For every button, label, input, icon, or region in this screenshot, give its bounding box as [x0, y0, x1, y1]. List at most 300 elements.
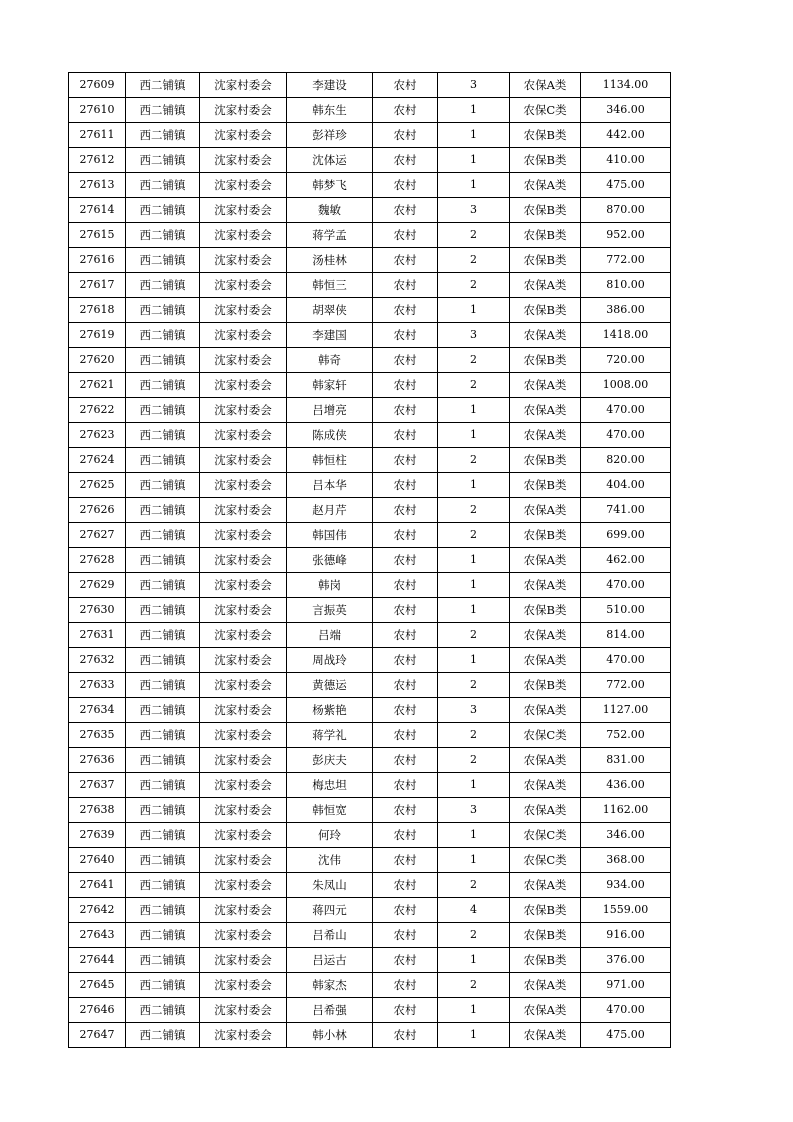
amount-cell: 952.00	[581, 223, 671, 248]
record-id-cell: 27637	[69, 773, 126, 798]
town-cell: 西二铺镇	[126, 473, 200, 498]
household-count-cell: 1	[438, 123, 510, 148]
household-count-cell: 2	[438, 723, 510, 748]
town-cell: 西二铺镇	[126, 173, 200, 198]
town-cell: 西二铺镇	[126, 198, 200, 223]
village-committee-cell: 沈家村委会	[200, 173, 287, 198]
area-type-cell: 农村	[373, 398, 438, 423]
insurance-category-cell: 农保A类	[510, 973, 581, 998]
town-cell: 西二铺镇	[126, 823, 200, 848]
name-cell: 言振英	[287, 598, 373, 623]
town-cell: 西二铺镇	[126, 648, 200, 673]
table-row	[69, 473, 671, 498]
record-id-cell: 27630	[69, 598, 126, 623]
record-id-cell: 27629	[69, 573, 126, 598]
record-id-cell: 27615	[69, 223, 126, 248]
amount-cell: 404.00	[581, 473, 671, 498]
household-count-cell: 1	[438, 548, 510, 573]
amount-cell: 386.00	[581, 298, 671, 323]
town-cell: 西二铺镇	[126, 723, 200, 748]
village-committee-cell: 沈家村委会	[200, 523, 287, 548]
village-committee-cell: 沈家村委会	[200, 798, 287, 823]
name-cell: 吕运古	[287, 948, 373, 973]
household-count-cell: 2	[438, 223, 510, 248]
amount-cell: 831.00	[581, 748, 671, 773]
village-committee-cell: 沈家村委会	[200, 923, 287, 948]
household-count-cell: 1	[438, 298, 510, 323]
insurance-category-cell: 农保C类	[510, 823, 581, 848]
table-row	[69, 98, 671, 123]
insurance-category-cell: 农保B类	[510, 448, 581, 473]
household-count-cell: 1	[438, 573, 510, 598]
area-type-cell: 农村	[373, 273, 438, 298]
village-committee-cell: 沈家村委会	[200, 273, 287, 298]
name-cell: 汤桂林	[287, 248, 373, 273]
records-table-body	[69, 73, 671, 1048]
village-committee-cell: 沈家村委会	[200, 373, 287, 398]
record-id-cell: 27645	[69, 973, 126, 998]
town-cell: 西二铺镇	[126, 773, 200, 798]
town-cell: 西二铺镇	[126, 798, 200, 823]
area-type-cell: 农村	[373, 223, 438, 248]
area-type-cell: 农村	[373, 848, 438, 873]
table-row	[69, 348, 671, 373]
record-id-cell: 27644	[69, 948, 126, 973]
amount-cell: 470.00	[581, 423, 671, 448]
record-id-cell: 27616	[69, 248, 126, 273]
village-committee-cell: 沈家村委会	[200, 398, 287, 423]
area-type-cell: 农村	[373, 948, 438, 973]
amount-cell: 376.00	[581, 948, 671, 973]
insurance-category-cell: 农保C类	[510, 98, 581, 123]
table-row	[69, 973, 671, 998]
area-type-cell: 农村	[373, 473, 438, 498]
amount-cell: 1162.00	[581, 798, 671, 823]
record-id-cell: 27610	[69, 98, 126, 123]
table-row	[69, 123, 671, 148]
table-row	[69, 873, 671, 898]
record-id-cell: 27627	[69, 523, 126, 548]
area-type-cell: 农村	[373, 623, 438, 648]
amount-cell: 470.00	[581, 398, 671, 423]
amount-cell: 410.00	[581, 148, 671, 173]
town-cell: 西二铺镇	[126, 98, 200, 123]
record-id-cell: 27618	[69, 298, 126, 323]
name-cell: 沈体运	[287, 148, 373, 173]
area-type-cell: 农村	[373, 248, 438, 273]
record-id-cell: 27634	[69, 698, 126, 723]
name-cell: 杨紫艳	[287, 698, 373, 723]
name-cell: 赵月芹	[287, 498, 373, 523]
town-cell: 西二铺镇	[126, 548, 200, 573]
table-row	[69, 498, 671, 523]
area-type-cell: 农村	[373, 673, 438, 698]
amount-cell: 1008.00	[581, 373, 671, 398]
area-type-cell: 农村	[373, 873, 438, 898]
household-count-cell: 2	[438, 623, 510, 648]
amount-cell: 346.00	[581, 823, 671, 848]
record-id-cell: 27636	[69, 748, 126, 773]
insurance-category-cell: 农保A类	[510, 73, 581, 98]
village-committee-cell: 沈家村委会	[200, 198, 287, 223]
table-row	[69, 523, 671, 548]
village-committee-cell: 沈家村委会	[200, 823, 287, 848]
table-row	[69, 448, 671, 473]
household-count-cell: 2	[438, 248, 510, 273]
area-type-cell: 农村	[373, 348, 438, 373]
village-committee-cell: 沈家村委会	[200, 873, 287, 898]
name-cell: 韩恒柱	[287, 448, 373, 473]
insurance-category-cell: 农保B类	[510, 898, 581, 923]
village-committee-cell: 沈家村委会	[200, 448, 287, 473]
name-cell: 吕端	[287, 623, 373, 648]
name-cell: 李建设	[287, 73, 373, 98]
name-cell: 彭庆夫	[287, 748, 373, 773]
household-count-cell: 3	[438, 323, 510, 348]
table-row	[69, 823, 671, 848]
household-count-cell: 1	[438, 998, 510, 1023]
village-committee-cell: 沈家村委会	[200, 148, 287, 173]
area-type-cell: 农村	[373, 323, 438, 348]
village-committee-cell: 沈家村委会	[200, 948, 287, 973]
household-count-cell: 3	[438, 798, 510, 823]
name-cell: 吕希山	[287, 923, 373, 948]
name-cell: 韩家杰	[287, 973, 373, 998]
area-type-cell: 农村	[373, 648, 438, 673]
table-row	[69, 1023, 671, 1048]
record-id-cell: 27619	[69, 323, 126, 348]
record-id-cell: 27611	[69, 123, 126, 148]
amount-cell: 699.00	[581, 523, 671, 548]
table-row	[69, 673, 671, 698]
table-row	[69, 223, 671, 248]
amount-cell: 971.00	[581, 973, 671, 998]
area-type-cell: 农村	[373, 923, 438, 948]
village-committee-cell: 沈家村委会	[200, 623, 287, 648]
record-id-cell: 27631	[69, 623, 126, 648]
insurance-category-cell: 农保A类	[510, 698, 581, 723]
town-cell: 西二铺镇	[126, 873, 200, 898]
household-count-cell: 3	[438, 698, 510, 723]
insurance-category-cell: 农保B类	[510, 123, 581, 148]
amount-cell: 772.00	[581, 248, 671, 273]
record-id-cell: 27641	[69, 873, 126, 898]
table-row	[69, 373, 671, 398]
area-type-cell: 农村	[373, 148, 438, 173]
village-committee-cell: 沈家村委会	[200, 573, 287, 598]
insurance-category-cell: 农保C类	[510, 848, 581, 873]
record-id-cell: 27609	[69, 73, 126, 98]
record-id-cell: 27642	[69, 898, 126, 923]
household-count-cell: 1	[438, 398, 510, 423]
record-id-cell: 27626	[69, 498, 126, 523]
household-count-cell: 2	[438, 748, 510, 773]
table-row	[69, 773, 671, 798]
record-id-cell: 27628	[69, 548, 126, 573]
record-id-cell: 27617	[69, 273, 126, 298]
household-count-cell: 2	[438, 448, 510, 473]
name-cell: 朱凤山	[287, 873, 373, 898]
household-count-cell: 2	[438, 373, 510, 398]
village-committee-cell: 沈家村委会	[200, 648, 287, 673]
name-cell: 韩小林	[287, 1023, 373, 1048]
area-type-cell: 农村	[373, 1023, 438, 1048]
amount-cell: 741.00	[581, 498, 671, 523]
area-type-cell: 农村	[373, 723, 438, 748]
record-id-cell: 27638	[69, 798, 126, 823]
area-type-cell: 农村	[373, 573, 438, 598]
table-row	[69, 423, 671, 448]
amount-cell: 916.00	[581, 923, 671, 948]
household-count-cell: 2	[438, 273, 510, 298]
insurance-category-cell: 农保A类	[510, 798, 581, 823]
table-row	[69, 548, 671, 573]
village-committee-cell: 沈家村委会	[200, 673, 287, 698]
record-id-cell: 27639	[69, 823, 126, 848]
name-cell: 蒋学孟	[287, 223, 373, 248]
town-cell: 西二铺镇	[126, 748, 200, 773]
insurance-category-cell: 农保A类	[510, 748, 581, 773]
village-committee-cell: 沈家村委会	[200, 473, 287, 498]
village-committee-cell: 沈家村委会	[200, 298, 287, 323]
household-count-cell: 1	[438, 423, 510, 448]
amount-cell: 1559.00	[581, 898, 671, 923]
household-count-cell: 2	[438, 923, 510, 948]
village-committee-cell: 沈家村委会	[200, 848, 287, 873]
amount-cell: 475.00	[581, 1023, 671, 1048]
record-id-cell: 27633	[69, 673, 126, 698]
town-cell: 西二铺镇	[126, 898, 200, 923]
household-count-cell: 1	[438, 823, 510, 848]
table-row	[69, 398, 671, 423]
name-cell: 韩恒三	[287, 273, 373, 298]
name-cell: 韩家轩	[287, 373, 373, 398]
area-type-cell: 农村	[373, 123, 438, 148]
name-cell: 陈成侠	[287, 423, 373, 448]
area-type-cell: 农村	[373, 698, 438, 723]
amount-cell: 470.00	[581, 573, 671, 598]
town-cell: 西二铺镇	[126, 673, 200, 698]
insurance-category-cell: 农保A类	[510, 498, 581, 523]
table-row	[69, 248, 671, 273]
name-cell: 胡翠侠	[287, 298, 373, 323]
name-cell: 韩梦飞	[287, 173, 373, 198]
area-type-cell: 农村	[373, 548, 438, 573]
village-committee-cell: 沈家村委会	[200, 598, 287, 623]
insurance-category-cell: 农保A类	[510, 273, 581, 298]
table-row	[69, 998, 671, 1023]
record-id-cell: 27647	[69, 1023, 126, 1048]
insurance-category-cell: 农保A类	[510, 773, 581, 798]
household-count-cell: 4	[438, 898, 510, 923]
name-cell: 黄德运	[287, 673, 373, 698]
town-cell: 西二铺镇	[126, 623, 200, 648]
area-type-cell: 农村	[373, 773, 438, 798]
amount-cell: 470.00	[581, 998, 671, 1023]
amount-cell: 510.00	[581, 598, 671, 623]
amount-cell: 934.00	[581, 873, 671, 898]
name-cell: 蒋四元	[287, 898, 373, 923]
area-type-cell: 农村	[373, 998, 438, 1023]
name-cell: 张德峰	[287, 548, 373, 573]
village-committee-cell: 沈家村委会	[200, 248, 287, 273]
table-row	[69, 573, 671, 598]
town-cell: 西二铺镇	[126, 973, 200, 998]
village-committee-cell: 沈家村委会	[200, 698, 287, 723]
town-cell: 西二铺镇	[126, 448, 200, 473]
household-count-cell: 1	[438, 598, 510, 623]
name-cell: 吕希强	[287, 998, 373, 1023]
table-row	[69, 198, 671, 223]
town-cell: 西二铺镇	[126, 248, 200, 273]
insurance-category-cell: 农保A类	[510, 373, 581, 398]
area-type-cell: 农村	[373, 523, 438, 548]
record-id-cell: 27623	[69, 423, 126, 448]
table-row	[69, 173, 671, 198]
amount-cell: 470.00	[581, 648, 671, 673]
town-cell: 西二铺镇	[126, 598, 200, 623]
insurance-category-cell: 农保B类	[510, 223, 581, 248]
area-type-cell: 农村	[373, 373, 438, 398]
village-committee-cell: 沈家村委会	[200, 73, 287, 98]
insurance-category-cell: 农保A类	[510, 323, 581, 348]
table-row	[69, 898, 671, 923]
area-type-cell: 农村	[373, 173, 438, 198]
town-cell: 西二铺镇	[126, 298, 200, 323]
name-cell: 韩东生	[287, 98, 373, 123]
village-committee-cell: 沈家村委会	[200, 973, 287, 998]
village-committee-cell: 沈家村委会	[200, 98, 287, 123]
insurance-category-cell: 农保B类	[510, 248, 581, 273]
insurance-category-cell: 农保B类	[510, 298, 581, 323]
village-committee-cell: 沈家村委会	[200, 723, 287, 748]
name-cell: 梅忠坦	[287, 773, 373, 798]
village-committee-cell: 沈家村委会	[200, 323, 287, 348]
area-type-cell: 农村	[373, 598, 438, 623]
village-committee-cell: 沈家村委会	[200, 548, 287, 573]
insurance-category-cell: 农保A类	[510, 623, 581, 648]
record-id-cell: 27635	[69, 723, 126, 748]
village-committee-cell: 沈家村委会	[200, 498, 287, 523]
town-cell: 西二铺镇	[126, 123, 200, 148]
name-cell: 吕本华	[287, 473, 373, 498]
record-id-cell: 27625	[69, 473, 126, 498]
area-type-cell: 农村	[373, 823, 438, 848]
insurance-category-cell: 农保C类	[510, 723, 581, 748]
insurance-category-cell: 农保B类	[510, 673, 581, 698]
table-row	[69, 623, 671, 648]
record-id-cell: 27624	[69, 448, 126, 473]
household-count-cell: 2	[438, 523, 510, 548]
household-count-cell: 2	[438, 498, 510, 523]
name-cell: 吕增亮	[287, 398, 373, 423]
insurance-category-cell: 农保A类	[510, 173, 581, 198]
town-cell: 西二铺镇	[126, 323, 200, 348]
amount-cell: 720.00	[581, 348, 671, 373]
record-id-cell: 27612	[69, 148, 126, 173]
household-count-cell: 1	[438, 848, 510, 873]
area-type-cell: 农村	[373, 973, 438, 998]
area-type-cell: 农村	[373, 748, 438, 773]
table-row	[69, 948, 671, 973]
table-row	[69, 848, 671, 873]
town-cell: 西二铺镇	[126, 998, 200, 1023]
village-committee-cell: 沈家村委会	[200, 423, 287, 448]
village-committee-cell: 沈家村委会	[200, 223, 287, 248]
household-count-cell: 2	[438, 873, 510, 898]
insurance-category-cell: 农保A类	[510, 548, 581, 573]
table-row	[69, 923, 671, 948]
name-cell: 韩国伟	[287, 523, 373, 548]
town-cell: 西二铺镇	[126, 498, 200, 523]
household-count-cell: 1	[438, 773, 510, 798]
record-id-cell: 27613	[69, 173, 126, 198]
amount-cell: 442.00	[581, 123, 671, 148]
record-id-cell: 27646	[69, 998, 126, 1023]
name-cell: 李建国	[287, 323, 373, 348]
name-cell: 沈伟	[287, 848, 373, 873]
town-cell: 西二铺镇	[126, 698, 200, 723]
amount-cell: 870.00	[581, 198, 671, 223]
record-id-cell: 27620	[69, 348, 126, 373]
amount-cell: 436.00	[581, 773, 671, 798]
insurance-category-cell: 农保B类	[510, 198, 581, 223]
household-count-cell: 2	[438, 673, 510, 698]
insurance-category-cell: 农保B类	[510, 473, 581, 498]
table-row	[69, 798, 671, 823]
records-table	[68, 72, 671, 1048]
town-cell: 西二铺镇	[126, 523, 200, 548]
town-cell: 西二铺镇	[126, 223, 200, 248]
household-count-cell: 2	[438, 348, 510, 373]
name-cell: 魏敏	[287, 198, 373, 223]
amount-cell: 752.00	[581, 723, 671, 748]
record-id-cell: 27632	[69, 648, 126, 673]
record-id-cell: 27622	[69, 398, 126, 423]
village-committee-cell: 沈家村委会	[200, 748, 287, 773]
name-cell: 何玲	[287, 823, 373, 848]
amount-cell: 810.00	[581, 273, 671, 298]
household-count-cell: 1	[438, 948, 510, 973]
amount-cell: 820.00	[581, 448, 671, 473]
insurance-category-cell: 农保A类	[510, 573, 581, 598]
name-cell: 彭祥珍	[287, 123, 373, 148]
record-id-cell: 27643	[69, 923, 126, 948]
record-id-cell: 27614	[69, 198, 126, 223]
amount-cell: 1134.00	[581, 73, 671, 98]
town-cell: 西二铺镇	[126, 948, 200, 973]
area-type-cell: 农村	[373, 798, 438, 823]
name-cell: 韩岗	[287, 573, 373, 598]
insurance-category-cell: 农保A类	[510, 998, 581, 1023]
amount-cell: 1127.00	[581, 698, 671, 723]
area-type-cell: 农村	[373, 423, 438, 448]
record-id-cell: 27621	[69, 373, 126, 398]
household-count-cell: 1	[438, 98, 510, 123]
insurance-category-cell: 农保B类	[510, 148, 581, 173]
table-row	[69, 273, 671, 298]
village-committee-cell: 沈家村委会	[200, 998, 287, 1023]
village-committee-cell: 沈家村委会	[200, 898, 287, 923]
town-cell: 西二铺镇	[126, 848, 200, 873]
town-cell: 西二铺镇	[126, 398, 200, 423]
village-committee-cell: 沈家村委会	[200, 123, 287, 148]
household-count-cell: 3	[438, 198, 510, 223]
town-cell: 西二铺镇	[126, 273, 200, 298]
area-type-cell: 农村	[373, 98, 438, 123]
household-count-cell: 1	[438, 148, 510, 173]
village-committee-cell: 沈家村委会	[200, 348, 287, 373]
